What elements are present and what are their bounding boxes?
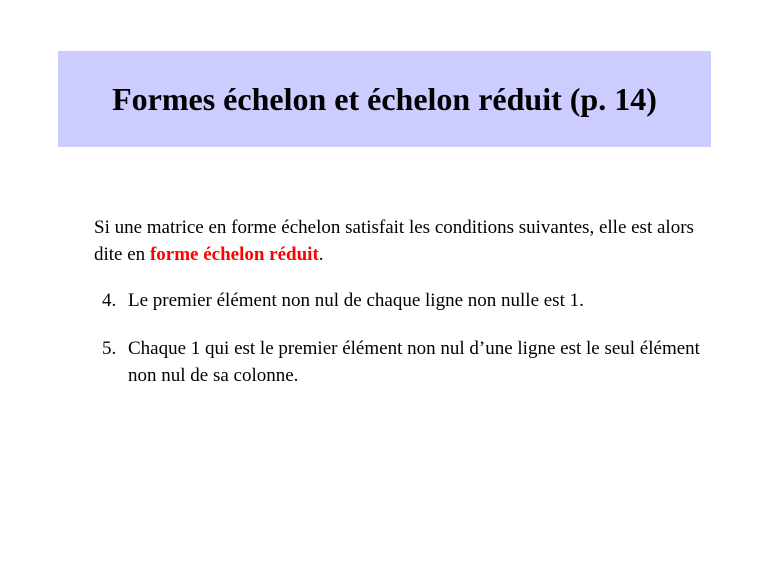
title-banner: [58, 51, 711, 147]
intro-end: .: [318, 244, 324, 265]
condition-item-5: [94, 335, 714, 389]
condition-number: 5.: [102, 338, 117, 359]
conditions-list: [94, 287, 714, 410]
condition-number: 4.: [102, 290, 117, 311]
intro-text: Si une matrice en forme échelon satisfait les conditions suivantes, elle est alors dite en: [94, 217, 694, 265]
intro-paragraph: [94, 214, 714, 268]
condition-text: Le premier élément non nul de chaque ligne non nulle est 1.: [128, 290, 584, 311]
condition-text: Chaque 1 qui est le premier élément non nul d’une ligne est le seul élément non nul de sa colonne.: [128, 338, 700, 386]
slide-title: Formes échelon et échelon réduit (p. 14): [112, 81, 657, 117]
condition-item-4: [94, 287, 714, 314]
highlighted-term: forme échelon réduit: [149, 244, 319, 265]
